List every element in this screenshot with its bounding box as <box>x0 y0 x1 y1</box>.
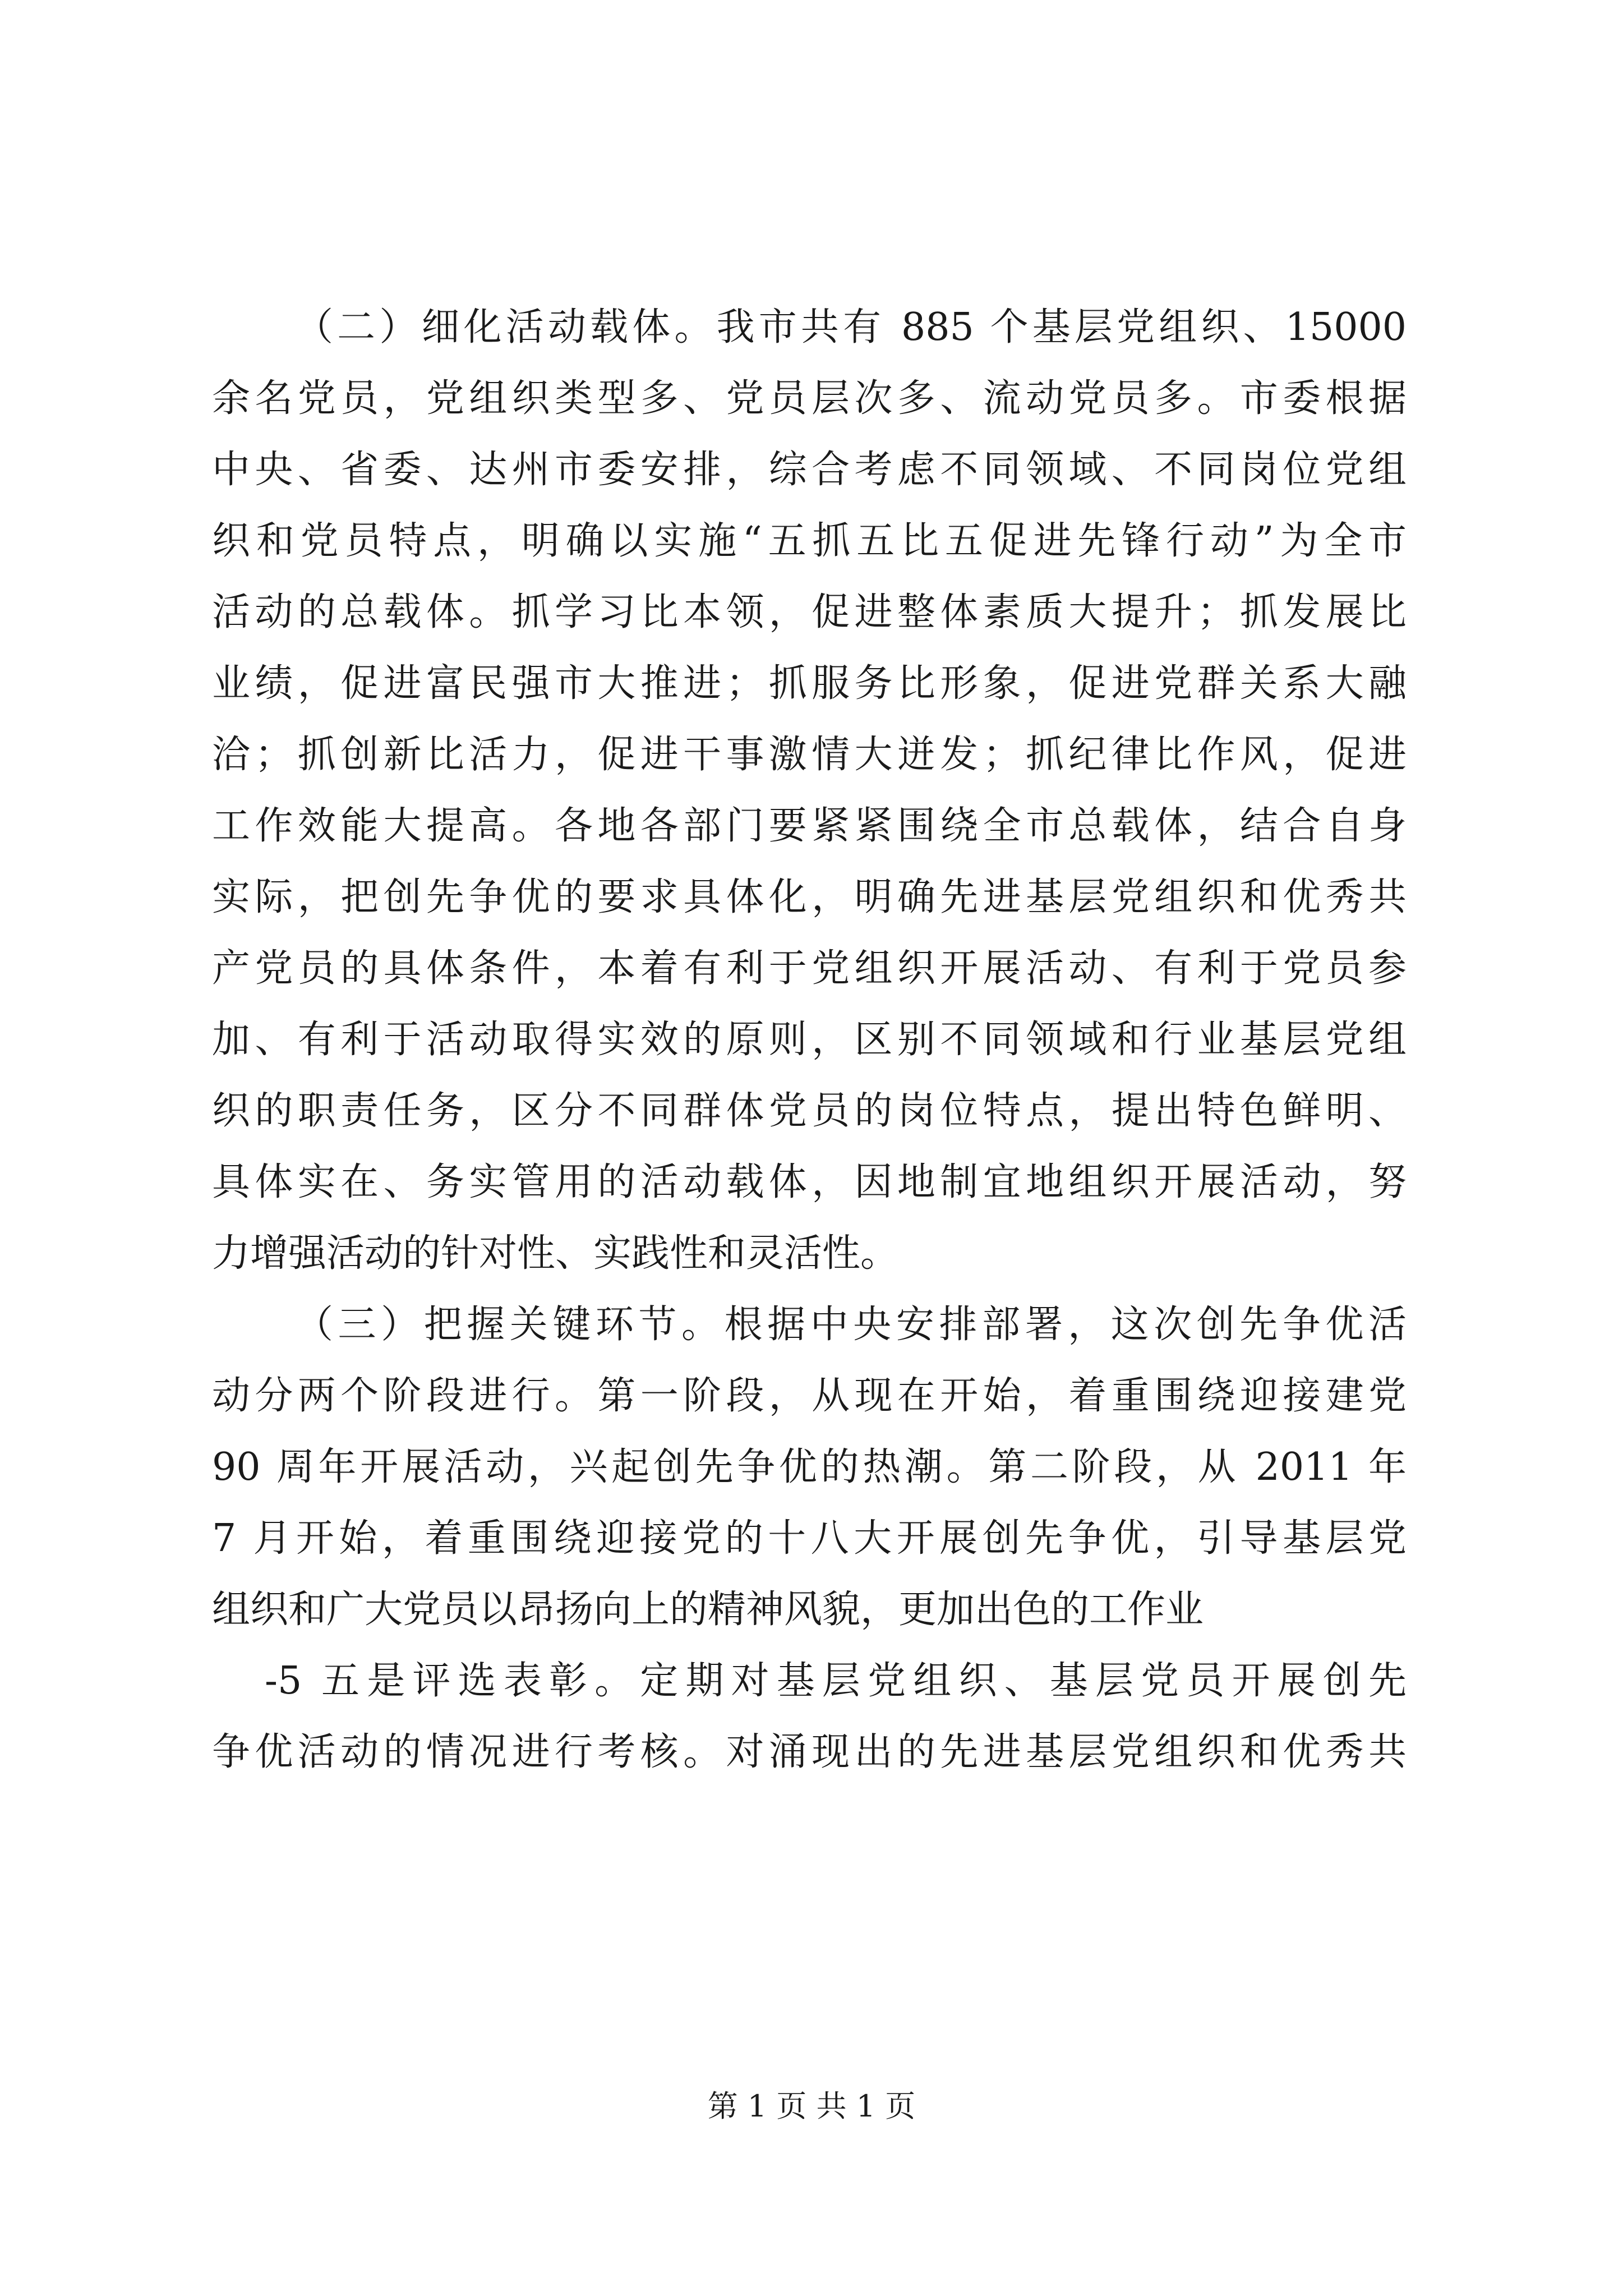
document-body <box>212 292 1407 1788</box>
paragraph-3-line-3: 90 周年开展活动，兴起创先争优的热潮。第二阶段，从 2011 年 <box>212 1445 1407 1489</box>
paragraph-2-line-11: 加、有利于活动取得实效的原则，区别不同领域和行业基层党组 <box>212 1018 1407 1062</box>
paragraph-4-line-2: 争优活动的情况进行考核。对涌现出的先进基层党组织和优秀共 <box>212 1730 1407 1774</box>
paragraph-2-line-10: 产党员的具体条件，本着有利于党组织开展活动、有利于党员参 <box>212 946 1407 991</box>
paragraph-3-line-2: 动分两个阶段进行。第一阶段，从现在开始，着重围绕迎接建党 <box>212 1374 1407 1418</box>
paragraph-2-line-6: 业绩，促进富民强市大推进；抓服务比形象，促进党群关系大融 <box>212 661 1407 706</box>
paragraph-2-line-12: 织的职责任务，区分不同群体党员的岗位特点，提出特色鲜明、 <box>212 1089 1407 1133</box>
paragraph-2-line-5: 活动的总载体。抓学习比本领，促进整体素质大提升；抓发展比 <box>212 590 1407 634</box>
paragraph-2-line-7: 洽；抓创新比活力，促进干事激情大迸发；抓纪律比作风，促进 <box>212 733 1407 777</box>
paragraph-2-line-13: 具体实在、务实管用的活动载体，因地制宜地组织开展活动，努 <box>212 1160 1407 1204</box>
page-number-footer: 第 1 页 共 1 页 <box>707 2088 916 2124</box>
paragraph-2-line-8: 工作效能大提高。各地各部门要紧紧围绕全市总载体，结合自身 <box>212 804 1407 848</box>
paragraph-2-line-3: 中央、省委、达州市委安排，综合考虑不同领域、不同岗位党组 <box>212 448 1407 492</box>
paragraph-4-line-1: -5 五是评选表彰。定期对基层党组织、基层党员开展创先 <box>265 1659 1407 1703</box>
paragraph-3-line-1: （三）把握关键环节。根据中央安排部署，这次创先争优活 <box>295 1303 1407 1347</box>
paragraph-2-line-9: 实际，把创先争优的要求具体化，明确先进基层党组织和优秀共 <box>212 875 1407 919</box>
paragraph-2-line-1: （二）细化活动载体。我市共有 885 个基层党组织、15000 <box>295 305 1407 349</box>
paragraph-3-line-5: 组织和广大党员以昂扬向上的精神风貌，更加出色的工作业 <box>212 1588 1204 1632</box>
paragraph-3-line-4: 7 月开始，着重围绕迎接党的十八大开展创先争优，引导基层党 <box>212 1516 1407 1561</box>
paragraph-2-line-14: 力增强活动的针对性、实践性和灵活性。 <box>212 1231 899 1276</box>
paragraph-2-line-2: 余名党员，党组织类型多、党员层次多、流动党员多。市委根据 <box>212 376 1407 421</box>
paragraph-2-line-4: 织和党员特点，明确以实施“五抓五比五促进先锋行动”为全市 <box>212 519 1407 563</box>
